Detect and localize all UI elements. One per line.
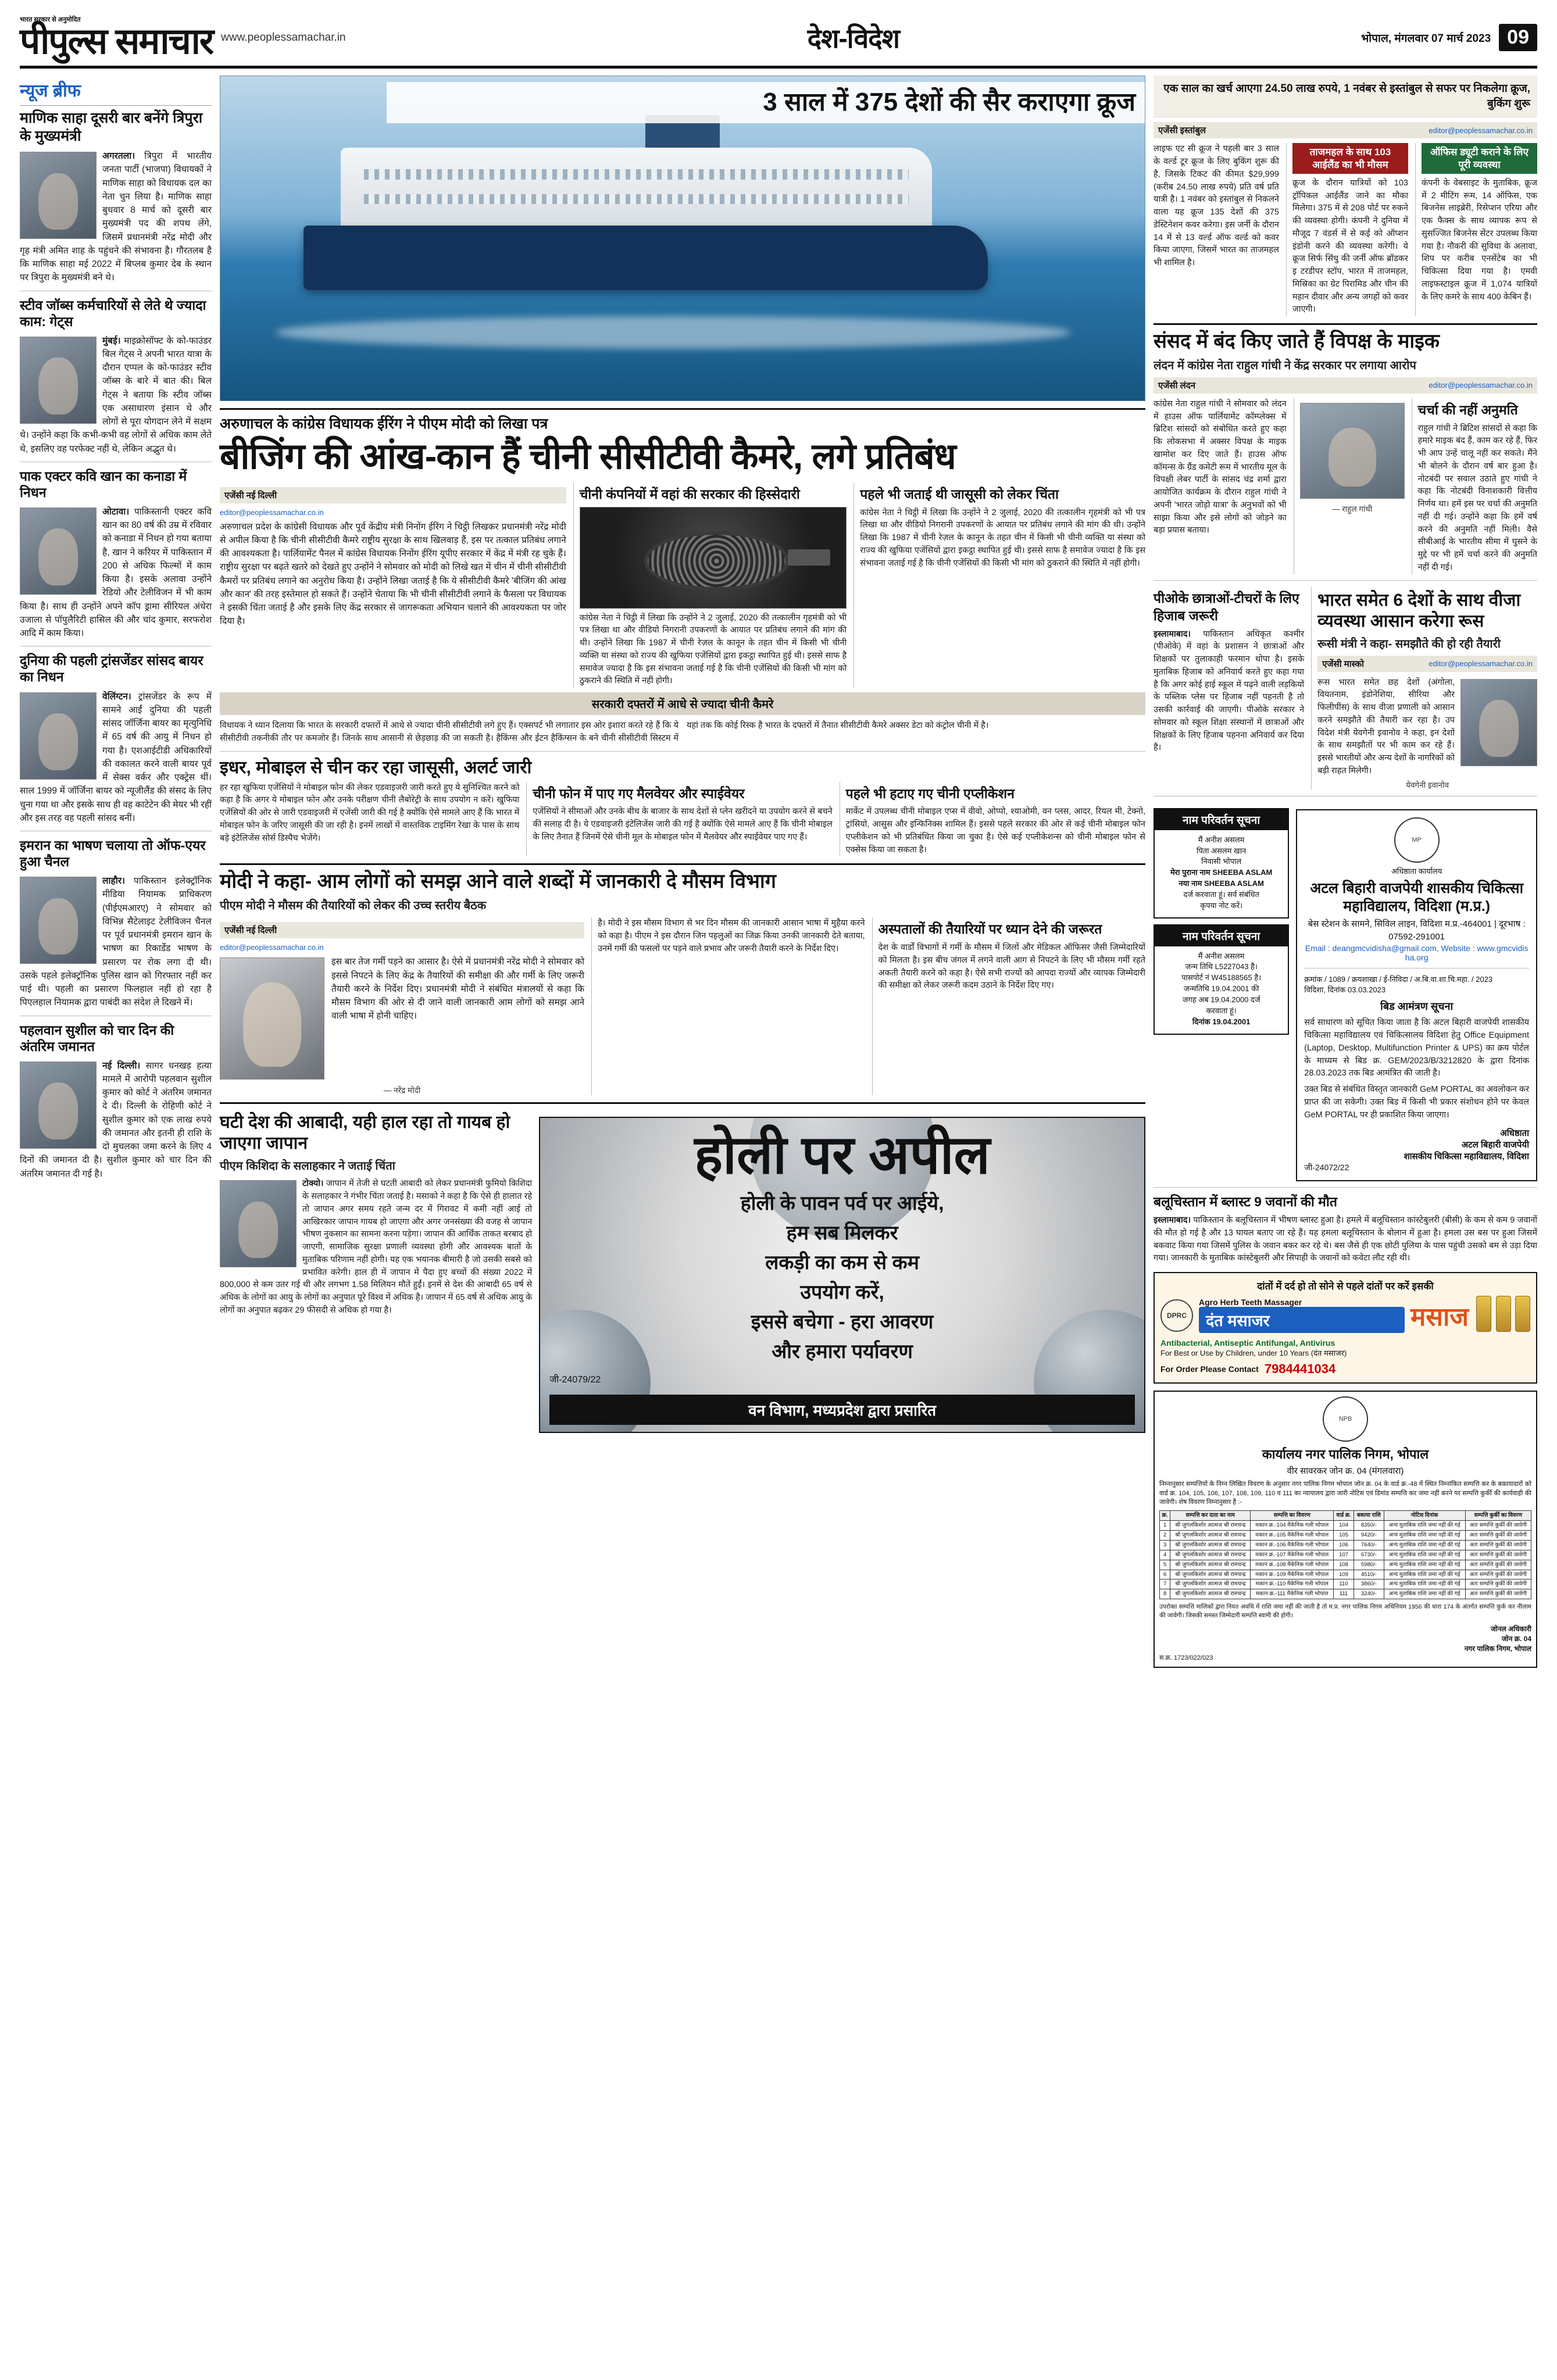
table-cell: अन्य मुताबिक राशि जमा नहीं की गई xyxy=(1384,1560,1465,1570)
table-cell: श्री जुगलकिशोर आत्मज श्री रामचन्द्र xyxy=(1170,1589,1251,1599)
beijing-sub1-title: चीनी कंपनियों में वहां की सरकार की हिस्सेदारी xyxy=(579,486,800,502)
tube-product-icon xyxy=(1476,1296,1491,1332)
editor-email[interactable]: editor@peoplessamachar.co.in xyxy=(1429,126,1533,135)
col-header: क्र. xyxy=(1160,1511,1170,1521)
table-cell: अतः सम्पत्ति कुर्की की जावेगी xyxy=(1465,1531,1531,1541)
ship-wake xyxy=(276,316,1070,349)
dateline: अगरतला। xyxy=(102,151,135,161)
holi-ad-line-4: उपयोग करें, xyxy=(800,1281,884,1304)
beijing-lead: अरुणाचल प्रदेश के कांग्रेसी विधायक और पूर्व केंद्रीय मंत्री निनोंग ईरिंग ने चिट्ठी लिखकर प्रधानमंत्री नरेंद्र मोदी से अपील किया है कि चीनी सीसीटीवी कैमरे राष्ट्रीय सुरक्षा के साथ खिलवाड़ हैं, इस पर तत्काल प्रतिबंध लगाने की आवश्यकता है। पार्लियामेंट पैनल में कांग्रेस विधायक निनोंग ईरिंग यूपीए सरकार में केंद्र में मंत्री रह चुके हैं। राष्ट्रीय सुरक्षा पर बढ़ते खतरे को देखते हुए उन्होंने ने सोमवार को मोदी को लिखे खत में चीन में चीनी सीसीटीवी कैमरों पर प्रतिबंध लगाने का अनुरोध किया है। उन्होंने लिखा जताई है कि ये सीसीटीवी कैमरे 'बीजिंग की आंख और कान' की तरह इस्तेमाल हो सकते हैं। उन्होंने चेताया कि भी चीनी सीसीटीवी लगाने के फैसला पर विधायक ने इसकी चिंता जताई है और इसके लिए केंद्र सरकार से जागरूकता अभियान चलाने की आवश्यकता पर जोर दिया है। xyxy=(220,521,566,627)
nagar-palika-footer: उपरोक्त सम्पत्ति मालिकों द्वारा नियत अवधि में राशि जमा नहीं की जाती है तो म.प्र. नगर पालिक निगम अधिनियम 1956 की धारा 174 के अंतर्गत सम्पत्ति कुर्क कर नीलाम की जावेगी। जिसकी समस्त जिम्मेदारी सम्पत्ति स्वामी की होगी। xyxy=(1159,1603,1531,1619)
col-header: बकाया राशि xyxy=(1354,1511,1384,1521)
cruise-subhead: एक साल का खर्च आएगा 24.50 लाख रुपये, 1 नवंबर से इस्तांबुल से सफर पर निकलेगा क्रूज, बुकिंग शुरू xyxy=(1154,76,1537,117)
table-cell: 9420/- xyxy=(1354,1531,1384,1541)
ivanov-photo xyxy=(1460,679,1537,766)
section-title: देश-विदेश xyxy=(807,23,899,53)
logo-tagline: भारत सरकार से अनुमोदित xyxy=(20,16,81,23)
japan-headline: घटी देश की आबादी, यही हाल रहा तो गायब हो जाएगा जापान xyxy=(220,1113,510,1153)
brief-item-1 xyxy=(20,109,212,285)
cruise-box2-title: ऑफिस ड्यूटी कराने के लिए पूरी व्यवस्था xyxy=(1422,143,1537,174)
portrait-photo xyxy=(20,508,97,595)
table-row xyxy=(1160,1521,1531,1531)
modi-col3-title: अस्पतालों की तैयारियों पर ध्यान देने की जरूरत xyxy=(878,921,1102,937)
beijing-sub5-body: मार्केट में उपलब्ध चीनी मोबाइल एप्स में वीवो, ओप्पो, श्याओमी, वन प्लस, आदर, रियल मी, टेक्नो, ट्रांसियो, आसुस और इन्फिनिक्स शामिल हैं। इससे पहले सरकार की ओर से कई चीनी मोबाइल फोन एप्लीकेशन को भी प्रतिबंधित किया जा चुका है। ऐसे कई एप्लीकेशन्स को चीनी मोबाइल फोन से एक्सेस किया जा सकता है। xyxy=(845,807,1145,855)
table-cell: अन्य मुताबिक राशि जमा नहीं की गई xyxy=(1384,1550,1465,1560)
nagar-palika-intro: निम्नानुसार सम्पत्तियों के निम्न लिखित विवरण के अनुसार नगर पालिक निगम भोपाल जोन क्र. 04 के वार्ड क्र.-48 में स्थित निम्नांकित सम्पत्ति कर के बकायादारों को वार्ड क्र. 104, 105, 106, 107, 108, 109, 110 व 111 का न्यायालय द्वारा जारी नोटिस एवं डिमांड सम्पत्ति कर जमा नहीं करने पर सम्पत्ति कुर्की की कार्यवाही की जावेगी। शेष विवरण निम्नानुसार है :- xyxy=(1159,1481,1531,1506)
dateline: मुंबई। xyxy=(102,335,121,346)
holi-ad-footer: वन विभाग, मध्यप्रदेश द्वारा प्रसारित xyxy=(549,1395,1135,1425)
nagar-palika-sign2: जोन क्र. 04 xyxy=(1501,1634,1531,1643)
hijab-russia-row xyxy=(1154,587,1537,790)
col-header: सम्पत्ति कुर्की का विवरण xyxy=(1465,1511,1531,1521)
table-cell: अन्य मुताबिक राशि जमा नहीं की गई xyxy=(1384,1589,1465,1599)
beijing-sub4-title: चीनी फोन में पाए गए मैलवेयर और स्पाईवेयर xyxy=(533,785,745,801)
russia-body: रूस भारत समेत छह देशों (अंगोला, वियतनाम, इंडोनेशिया, सीरिया और फिलीपींस) के साथ वीजा प्रणाली को आसान करने समझौते की तैयारी कर रहा है। उप विदेश मंत्री येवगेनी इवानोव ने कहा, इन देशों के साथ समझौतों पर भी काम कर रहे हैं। इससे भारतीयों और अन्य देशों के नागरिकों को बड़ी राहत मिलेगी। xyxy=(1317,677,1455,776)
table-cell: श्री जुगलकिशोर आत्मज श्री रामचन्द्र xyxy=(1170,1550,1251,1560)
table-cell: 106 xyxy=(1334,1540,1354,1550)
ivanov-caption: येवगेनी इवानोव xyxy=(1406,780,1449,789)
massager-ad-benefit: Antibacterial, Antiseptic Antifungal, Antivirus xyxy=(1160,1338,1335,1348)
college-ad-code: जी-24072/22 xyxy=(1304,1163,1349,1173)
russia-strap: रूसी मंत्री ने कहा- समझौते की हो रही तैयारी xyxy=(1317,637,1501,651)
dateline-place: मास्को xyxy=(1344,659,1364,669)
brief-body: सागर धनखड़ हत्या मामले में आरोपी पहलवान सुशील कुमार को कोर्ट ने अंतरिम जमानत दे दी। दिल्ली के रोहिणी कोर्ट ने सुशील कुमार को एक लाख रुपये की जमानत और इतनी ही राशि के दो मुचलका जमा करने के लिए 4 दिनों की जमानत दी है। सुशील कुमार को चार दिन की अंतरिम जमानत दी गई है। xyxy=(20,1060,212,1179)
middle-column xyxy=(220,76,1145,1668)
holi-advert xyxy=(539,1109,1145,1433)
beijing-story xyxy=(220,414,1145,856)
table-cell: अन्य मुताबिक राशि जमा नहीं की गई xyxy=(1384,1570,1465,1579)
table-cell: श्री जुगलकिशोर आत्मज श्री रामचन्द्र xyxy=(1170,1521,1251,1531)
table-cell: 6 xyxy=(1160,1570,1170,1579)
table-cell: श्री जुगलकिशोर आत्मज श्री रामचन्द्र xyxy=(1170,1570,1251,1579)
table-cell: मकान क्र.-111 मैकेनिक गली भोपाल xyxy=(1251,1589,1334,1599)
table-cell: अतः सम्पत्ति कुर्की की जावेगी xyxy=(1465,1550,1531,1560)
brief-item-2 xyxy=(20,297,212,456)
table-cell: अन्य मुताबिक राशि जमा नहीं की गई xyxy=(1384,1531,1465,1541)
table-cell: 108 xyxy=(1334,1560,1354,1570)
municipal-seal-icon: NPB xyxy=(1323,1396,1368,1442)
dateline-place: इस्तांबुल xyxy=(1180,126,1206,136)
table-cell: 1 xyxy=(1160,1521,1170,1531)
portrait-photo xyxy=(20,152,97,239)
table-cell: श्री जुगलकिशोर आत्मज श्री रामचन्द्र xyxy=(1170,1560,1251,1570)
portrait-photo xyxy=(20,692,97,780)
modi-col3-body: देश के वार्डों विभागों में गर्मी के मौसम में जिलों और मेडिकल ऑफिसर जैसी जिम्मेदारियों को मिलता है। इस बीच जंगल में लगने वाली आग से निपटने के लिए भी मौसम गर्मी रहते अकती तैयारी करने को कहा है। ऐसे सभी राज्यों को आपदा राज्यों और व्यापक जिम्मेदारी की समीक्षा को लेकर जरूरी कदम उठाने के निर्देश दिए गए। xyxy=(878,943,1145,991)
hijab-headline: पीओके छात्राओं-टीचरों के लिए हिजाब जरूरी xyxy=(1154,590,1299,623)
brief-item-3 xyxy=(20,468,212,641)
holi-ad-title: होली पर अपील xyxy=(694,1125,990,1185)
rahul-gandhi-photo xyxy=(1300,403,1405,499)
notice-line: पिता असलम खान xyxy=(1197,846,1247,855)
dateline-place: लंदन xyxy=(1180,380,1196,391)
notice-line: नया नाम SHEEBA ASLAM xyxy=(1179,879,1265,888)
beijing-col-1 xyxy=(220,483,566,688)
dateline-place: नई दिल्ली xyxy=(246,490,277,501)
brief-body: ट्रांसजेंडर के रूप में सामने आईं दुनिया की पहली सांसद जॉर्जिना बायर का मृत्युनिधि में 65 वर्ष की आयु में निधन हो गया है। एशआईटीडी अधिकारियों की वकालत करने वाली बायर पूर्व में सेक्स वर्कर और एक्ट्रेस थीं। साल 1999 में जॉर्जिना बायर को न्यूजीलैंड की संसद के लिए चुना गया था और इसके साथ ही वह काटेटेन की मेयर भी रहीं और इस तरह वह पहली सांसद बनीं। xyxy=(20,691,212,823)
nagar-palika-sub: वीर सावरकर जोन क्र. 04 (मंगलवारा) xyxy=(1287,1466,1404,1477)
byline xyxy=(1317,656,1537,672)
cruise-ship-photo xyxy=(220,76,1145,401)
table-cell: अतः सम्पत्ति कुर्की की जावेगी xyxy=(1465,1540,1531,1550)
logo-text: पीपुल्स समाचार xyxy=(20,22,213,62)
table-cell: 4510/- xyxy=(1354,1570,1384,1579)
name-change-notice-2 xyxy=(1154,924,1289,1035)
agency-name: एजेंसी xyxy=(224,490,244,501)
holi-ad-line-3: लकड़ी का कम से कम xyxy=(765,1252,919,1274)
beijing-sub3-body: हर रहा खुफिया एजेंसियों ने मोबाइल फोन की लेकर एडवाइजरी जारी करते हुए ये सुनिश्चित करने को कहा है कि अगर ये मोबाइल फोन और उनके परीक्षण चीनी लैबोरेट्री के साथ उपयोग न करें। खुफिया एजेंसियों की ओर से जारी एडवाइजरी में एजेंसी जारी की गई है क्योंकि ऐसे मामले आए हैं कि भारत में मोबाइल फोन के जरिए जासूसी की जा रही है। इनमें लाखों में वास्तविक टाइमिंग रेखा के पास के साथ बड़े इंटेलिजेंस सोर्स डिस्पैच भेजेंगे। xyxy=(220,782,520,843)
brief-headline: माणिक साहा दूसरी बार बनेंगे त्रिपुरा के मुख्यमंत्री xyxy=(20,110,203,144)
property-tax-table xyxy=(1159,1510,1531,1599)
portrait-photo xyxy=(20,877,97,964)
beijing-sub5-title: पहले भी हटाए गए चीनी एप्लीकेशन xyxy=(845,785,1015,801)
brief-body: पाकिस्तान इलेक्ट्रॉनिक मीडिया नियामक प्राधिकरण (पीईएमआरए) ने सोमवार को विभिन्न सैटेलाइट टेलीविजन चैनल पर पूर्व प्रधानमंत्री इमरान खान के भाषण का रिकार्डेड भाषण के प्रसारण पर रोक लगा दी थी। उसके पहले इलेक्ट्रॉनिक पुलिस खान को गिरफ्तार नहीं कर पाई थी। पहली का प्रसारण फिलहाल नहीं हो रहा है पिएलहाल नियामक द्वारा पाबंदी का संदेश ले दिखने में। xyxy=(20,876,212,1008)
table-cell: 4 xyxy=(1160,1550,1170,1560)
notice-line: पासपोर्ट नं W45188565 है। xyxy=(1181,973,1262,982)
table-row xyxy=(1160,1540,1531,1550)
holi-ad-code: जी-24079/22 xyxy=(549,1375,601,1385)
right-column xyxy=(1154,76,1537,1668)
russia-visa-story xyxy=(1311,587,1537,790)
table-cell: 3240/- xyxy=(1354,1589,1384,1599)
table-cell: 107 xyxy=(1334,1550,1354,1560)
cruise-photo-package xyxy=(220,76,1145,401)
notice-line: मेरा पुराना नाम SHEEBA ASLAM xyxy=(1170,868,1273,877)
byline xyxy=(1154,122,1537,138)
notice-line: जन्मतिथि 19.04.2001 की xyxy=(1183,984,1259,994)
table-cell: 109 xyxy=(1334,1570,1354,1579)
brief-item-5 xyxy=(20,837,212,1010)
notice-line: करवाता हूं। xyxy=(1206,1006,1237,1015)
nagar-palika-sign3: नगर पालिक निगम, भोपाल xyxy=(1464,1644,1531,1653)
college-ad-body: सर्व साधारण को सूचित किया जाता है कि अटल बिहारी वाजपेयी शासकीय चिकित्सा महाविद्यालय एवं चिकित्सालय विदिशा हेतु Office Equipment (Laptop, Desktop, Multifunction Printer & UPS) का क्रय पोर्टल के माध्यम से बिड क्र. GEM/2023/B/3212820 के द्वारा दिनांक 28.03.2023 तक बिड आमंत्रित की जाती है। xyxy=(1304,1018,1529,1078)
cruise-box1-body: क्रूज के दौरान यात्रियों को 103 ट्रॉपिकल आईलैंड जाने का मौका मिलेगा। 375 में से 208 पोर्ट पर रुकने की व्यवस्था होगी। कंपनी ने दुनिया में मौजूद 7 वंडर्स में से कई को ऑप्शन इंडोनी करने की व्यवस्था करेगी। ये क्रूज सिर्फ सिंधु की जर्नी ऑफ ब्रॉडकर इ टरडीपर स्टॉप, भारत में ताजमहल, मिस्रिका का ग्रेट पिरामिड और चीन की महान दीवार और अन्य जगहों को कवर जाएगी। xyxy=(1292,178,1408,315)
brief-body: त्रिपुरा में भारतीय जनता पार्टी (भाजपा) विधायकों ने माणिक साहा को विधायक दल का नेता चुन लिया है। माणिक साहा बुधवार 8 मार्च को दूसरी बार मुख्यमंत्री पद की शपथ लेंगे, जिसमें प्रधानमंत्री नरेंद्र मोदी और गृह मंत्री अमित शाह के पहुंचने की संभावना है। गौरतलब है कि माणिक साहा मई 2022 में बिप्लब कुमार देब के स्थान पर त्रिपुरा के मुख्यमंत्री बने थे। xyxy=(20,151,212,283)
massager-ad-phone[interactable]: 7984441034 xyxy=(1264,1361,1336,1377)
beijing-lower-col-1 xyxy=(220,782,519,857)
table-cell: 110 xyxy=(1334,1579,1354,1589)
govt-seal-icon: MP xyxy=(1394,817,1440,863)
parliament-box-heading: चर्चा की नहीं अनुमति xyxy=(1417,402,1518,417)
table-cell: मकान क्र.-105 मैकेनिक गली भोपाल xyxy=(1251,1531,1334,1541)
notice-title: नाम परिवर्तन सूचना xyxy=(1155,809,1288,830)
left-column xyxy=(20,76,212,1668)
portrait-photo xyxy=(20,1062,97,1149)
cruise-text-row xyxy=(1154,143,1537,316)
notices-col xyxy=(1154,802,1289,1182)
cruise-col-3 xyxy=(1415,143,1537,316)
modi-body-row xyxy=(220,917,1145,1095)
notice-line: निवासी भोपाल xyxy=(1201,857,1242,866)
beijing-kicker: अरुणाचल के कांग्रेस विधायक ईरिंग ने पीएम मोदी को लिखा पत्र xyxy=(220,416,548,432)
holi-ad-line-5: इससे बचेगा - हरा आवरण xyxy=(751,1311,934,1334)
hijab-story xyxy=(1154,587,1304,790)
table-cell: श्री जुगलकिशोर आत्मज श्री रामचन्द्र xyxy=(1170,1579,1251,1589)
section-title-wrap xyxy=(346,20,1361,56)
table-cell: 105 xyxy=(1334,1531,1354,1541)
notice-line: दिनांक 19.04.2001 xyxy=(1192,1017,1251,1026)
table-cell: मकान क्र.-109 मैकेनिक गली भोपाल xyxy=(1251,1570,1334,1579)
massager-ad-top-line: दांतों में दर्द हो तो सोने से पहले दांतों पर करें इसकी xyxy=(1257,1281,1434,1292)
nagar-palika-title: कार्यालय नगर पालिक निगम, भोपाल xyxy=(1262,1447,1429,1462)
table-cell: 8 xyxy=(1160,1589,1170,1599)
table-cell: 3 xyxy=(1160,1540,1170,1550)
name-change-notice-1 xyxy=(1154,808,1289,919)
modi-col-1 xyxy=(220,917,584,1095)
dprc-badge-icon: DPRC xyxy=(1160,1299,1193,1332)
college-ad-line1: अधिष्ठाता कार्यालय xyxy=(1391,866,1442,875)
table-cell: 111 xyxy=(1334,1589,1354,1599)
table-cell: अतः सम्पत्ति कुर्की की जावेगी xyxy=(1465,1570,1531,1579)
cctv-camera-photo xyxy=(580,507,847,609)
modi-col-2 xyxy=(591,917,865,1095)
modi-strap: पीएम मोदी ने मौसम की तैयारियों को लेकर की उच्च स्तरीय बैठक xyxy=(220,899,487,913)
website-url[interactable]: www.peoplessamachar.in xyxy=(221,31,346,44)
page-columns xyxy=(20,76,1537,1668)
parliament-col-2 xyxy=(1294,398,1405,574)
college-ad-title: अटल बिहारी वाजपेयी शासकीय चिकित्सा महाविद्यालय, विदिशा (म.प्र.) xyxy=(1310,880,1524,914)
dateline: वेलिंग्टन। xyxy=(102,691,131,702)
parliament-col-1 xyxy=(1154,398,1287,574)
balochistan-story xyxy=(1154,1193,1537,1265)
beijing-strip-title: सरकारी दफ्तरों में आधे से ज्यादा चीनी कैमरे xyxy=(220,692,1145,715)
table-cell: मकान क्र.-104 मैकेनिक गली भोपाल xyxy=(1251,1521,1334,1531)
kishida-photo xyxy=(220,1180,297,1267)
parliament-body: कांग्रेस नेता राहुल गांधी ने सोमवार को लंदन में हाउस ऑफ पार्लियामेंट कॉम्प्लेक्स में ब्रिटिश सांसदों को संबोधित करते हुए कहा कि लोकसभा में अक्सर विपक्ष के माइक खामोश कर दिए जाते हैं। हाउस ऑफ कॉमन्स के ग्रैंड कमेटी रूम में भारतीय मूल के विपक्षी लेबर पार्टी के सांसद चंद्र शर्मा द्वारा आयोजित कार्यक्रम के दौरान राहुल गांधी ने अपनी 'भारत जोड़ो यात्रा' के अनुभवों को भी साझा किया और इसे लोगों को जोड़ने का बड़ा प्रयास बताया। xyxy=(1154,399,1287,535)
dateline: इस्लामाबाद। xyxy=(1154,629,1191,639)
modi-photo xyxy=(220,957,324,1080)
table-cell: अतः सम्पत्ति कुर्की की जावेगी xyxy=(1465,1560,1531,1570)
college-ad-place-date: विदिशा, दिनांक 03.03.2023 xyxy=(1304,985,1386,995)
nagar-palika-code: स.क्र. 1723/022/023 xyxy=(1159,1654,1213,1661)
college-ad-body2: उक्त बिड से संबंधित विस्तृत जानकारी GeM PORTAL का अवलोकन कर प्राप्त की जा सकेगी। उक्त बिड में किसी भी प्रकार संशोधन होने पर केवल GeM PORTAL पर ही प्रकाशित किया जाएगा। xyxy=(1304,1085,1529,1120)
table-row xyxy=(1160,1531,1531,1541)
table-cell: अन्य मुताबिक राशि जमा नहीं की गई xyxy=(1384,1540,1465,1550)
cruise-box1-title: ताजमहल के साथ 103 आईलैंड का भी मौसम xyxy=(1292,143,1408,174)
notice-line: मैं अनीश असलम xyxy=(1198,835,1245,844)
brief-item-6 xyxy=(20,1022,212,1181)
ship-hull xyxy=(303,226,988,291)
cruise-col-2 xyxy=(1286,143,1408,316)
dateline: इस्लामाबाद। xyxy=(1154,1216,1191,1225)
col-header: सम्पत्ति कर दाता का नाम xyxy=(1170,1511,1251,1521)
brief-headline: इमरान का भाषण चलाया तो ऑफ-एयर हुआ चैनल xyxy=(20,838,206,870)
beijing-sub4-body: एजेंसियों ने सीमाओं और उनके बीच के बाजार के साथ देशों से प्लेन खरीदने या उपयोग करने से बचने की सलाह दी है। ये एडवाइजरी इंटेलिजेंस जारी की गई है क्योंकि ऐसे मामले आए हैं कि चीनी मोबाइल के लिए तैनात हैं जिनमें ऐसे चीनी मूल के मोबाइल फोन में मैलवेयर और स्पाईवेयर पाए गए हैं। xyxy=(533,807,833,842)
tube-product-icon xyxy=(1496,1296,1511,1332)
japan-strap: पीएम किशिदा के सलाहकार ने जताई चिंता xyxy=(220,1160,395,1173)
notice-title: नाम परिवर्तन सूचना xyxy=(1155,925,1288,946)
agency-name: एजेंसी xyxy=(224,925,244,936)
editor-email[interactable]: editor@peoplessamachar.co.in xyxy=(220,943,324,952)
table-cell: अतः सम्पत्ति कुर्की की जावेगी xyxy=(1465,1589,1531,1599)
parliament-strap: लंदन में कांग्रेस नेता राहुल गांधी ने केंद्र सरकार पर लगाया आरोप xyxy=(1154,359,1416,372)
table-cell: 5 xyxy=(1160,1560,1170,1570)
russia-headline: भारत समेत 6 देशों के साथ वीजा व्यवस्था आसान करेगा रूस xyxy=(1317,590,1521,631)
notice-line: दर्ज करवाता हूं। सर्व संबंधित xyxy=(1183,889,1259,899)
table-cell: अतः सम्पत्ति कुर्की की जावेगी xyxy=(1465,1521,1531,1531)
dateline-place: नई दिल्ली xyxy=(246,925,277,936)
table-row xyxy=(1160,1589,1531,1599)
hijab-body: पाकिस्तान अधिकृत कश्मीर (पीओके) में वहां के प्रशासन ने छात्राओं और शिक्षकों पर तुलाकाही फरमान थोपा है। इसके मुताबिक हिजाब को अनिवार्य करते हुए कहा गया है कि अगर कोई हाई स्कूल में पढ़ने वाली लड़कियों के पब्लिक प्लेस पर हिजाब नहीं पहनती है तो उसकी कार्रवाई की जाएगी। पीओके सरकार ने सोमवार को स्कूल शिक्षा संस्थानों में छात्राओं और शिक्षकों के लिए हिजाब पहनना अनिवार्य कर दिया है। xyxy=(1154,629,1305,753)
table-row xyxy=(1160,1570,1531,1579)
col-header: वार्ड क्र. xyxy=(1334,1511,1354,1521)
table-header-row xyxy=(1160,1511,1531,1521)
ship-superstructure xyxy=(341,148,933,232)
agency-name: एजेंसी xyxy=(1322,659,1342,669)
japan-holi-row xyxy=(220,1109,1145,1433)
table-cell: 2 xyxy=(1160,1531,1170,1541)
table-cell: 6730/- xyxy=(1354,1550,1384,1560)
dateline: टोक्यो। xyxy=(302,1179,324,1189)
massager-ad-title: मसाज xyxy=(1410,1302,1469,1331)
masthead-right xyxy=(1361,24,1537,51)
table-cell: श्री जुगलकिशोर आत्मज श्री रामचन्द्र xyxy=(1170,1531,1251,1541)
balochistan-body: पाकिस्तान के बलूचिस्तान में भीषण ब्लास्ट हुआ है। हमले में बलूचिस्तान कांस्टेबुलरी (बीसी) के कम से कम 9 जवानों की मौत हो गई है और 13 घायल बताए जा रहे हैं। यह हमला बलूचिस्तान के बोलान में हुआ है। हमला उस बस पर हुआ जिसमें बकवाट किया गया जिसमें पुलिस के जवान बकर कर रहे थे। बस जैसे ही एक छोटी पुलिया के पास पहुंची उसको बम से उड़ा दिया गया। जानकारी के मुताबिक कांस्टेबुलरी और सिपाही के जवानों को कवेटा लौट रही थी। xyxy=(1154,1216,1537,1263)
dateline: नई दिल्ली। xyxy=(102,1060,141,1071)
editor-email[interactable]: editor@peoplessamachar.co.in xyxy=(1429,659,1533,669)
modi-col2-body: है। मोदी ने इस मौसम विभाग से भर दिन मौसम की जानकारी आसान भाषा में मुहैया करने को कहा है। पीएम ने इस दौरान जिन पहलुओं का जिक्र किया उनकी जानकारी देते बताया, उनमें गर्मी की फसलों पर पड़ने वाले प्रभाव और जरूरी तैयारी करने के निर्देश दिए। xyxy=(598,919,865,953)
nagar-palika-ad xyxy=(1154,1391,1537,1667)
college-ad-email[interactable]: Email : deangmcvidisha@gmail.com, Website : www.gmcvidisha.org xyxy=(1305,943,1529,962)
beijing-lower-col-2 xyxy=(526,782,832,857)
agency-name: एजेंसी xyxy=(1158,380,1178,391)
brief-headline: पहलवान सुशील को चार दिन की अंतरिम जमानत xyxy=(20,1022,174,1054)
beijing-strip-body: विधायक ने ध्यान दिलाया कि भारत के सरकारी दफ्तरों में आधे से ज्यादा चीनी सीसीटीवी लगे हुए हैं। एक्सपर्ट भी लगातार इस ओर इशारा करते रहे हैं कि ये सीसीटीवी तकनीकी तौर पर कमजोर हैं। जिनके साथ आसानी से छेड़छाड़ की जा सकती है। हैकिंग्स और ईटन हैकिंग्सन के बने चीनी सीसीटीवी सिस्टम में यहां तक कि कोई रिस्क है भारत के दफ्तरों में तैनात सीसीटीवी कैमरे अक्सर डेटा को कंट्रोल चीनी में है। xyxy=(220,721,989,743)
beijing-col-2 xyxy=(573,483,847,688)
college-tender-ad xyxy=(1296,802,1537,1182)
table-cell: 104 xyxy=(1334,1521,1354,1531)
edition-dateline: भोपाल, मंगलवार 07 मार्च 2023 xyxy=(1360,32,1491,45)
table-cell: 8350/- xyxy=(1354,1521,1384,1531)
brief-headline: पाक एक्टर कवि खान का कनाडा में निधन xyxy=(20,468,187,500)
notice-line: जगह अब 19.04.2000 दर्ज xyxy=(1182,995,1260,1004)
parliament-headline: संसद में बंद किए जाते हैं विपक्ष के माइक xyxy=(1154,330,1440,353)
brief-item-4 xyxy=(20,652,212,825)
portrait-photo xyxy=(20,337,97,424)
cruise-col-1 xyxy=(1154,143,1279,316)
table-cell: मकान क्र.-108 मैकेनिक गली भोपाल xyxy=(1251,1560,1334,1570)
page-number: 09 xyxy=(1499,24,1537,51)
modi-headline: मोदी ने कहा- आम लोगों को समझ आने वाले शब्दों में जानकारी दे मौसम विभाग xyxy=(220,870,776,893)
table-cell: अन्य मुताबिक राशि जमा नहीं की गई xyxy=(1384,1521,1465,1531)
table-cell: श्री जुगलकिशोर आत्मज श्री रामचन्द्र xyxy=(1170,1540,1251,1550)
modi-photo-caption: — नरेंद्र मोदी xyxy=(383,1086,421,1095)
newspaper-logo xyxy=(20,15,213,60)
modi-body: इस बार तेज गर्मी पड़ने का आसार है। ऐसे में प्रधानमंत्री नरेंद्र मोदी ने सोमवार को इससे निपटने के लिए केंद्र के तैयारियों की समीक्षा की और गर्मी के लिए जरूरी तैयारी करने के निर्देश दिए। प्रधानमंत्री मोदी ने संबंधित मंत्रालयों से कहा कि मौसम विभाग की ओर से दी जाने वाली जानकारी आम लोगों को समझ आने वाली भाषा में होनी चाहिए। xyxy=(331,957,585,1021)
cruise-headline: 3 साल में 375 देशों की सैर कराएगा क्रूज xyxy=(763,88,1135,116)
cruise-headline-overlay xyxy=(387,82,1145,123)
editor-email[interactable]: editor@peoplessamachar.co.in xyxy=(220,508,324,517)
brief-headline: दुनिया की पहली ट्रांसजेंडर सांसद बायर का निधन xyxy=(20,653,203,685)
table-cell: 7640/- xyxy=(1354,1540,1384,1550)
parliament-col-3 xyxy=(1412,398,1537,574)
massager-ad-tagline: For Best or Use by Children, under 10 Years (दंत मसाजर) xyxy=(1160,1349,1347,1358)
college-ad-signer: अधिष्ठाता xyxy=(1500,1128,1529,1139)
beijing-lower-col-3 xyxy=(840,782,1145,857)
table-row xyxy=(1160,1550,1531,1560)
byline xyxy=(1154,377,1537,394)
table-cell: 3860/- xyxy=(1354,1579,1384,1589)
dateline: लाहौर। xyxy=(102,876,125,887)
beijing-col-3 xyxy=(854,483,1145,688)
table-cell: अन्य मुताबिक राशि जमा नहीं की गई xyxy=(1384,1579,1465,1589)
byline xyxy=(220,487,566,503)
tube-product-icon xyxy=(1515,1296,1530,1332)
beijing-sub2-body: कांग्रेस नेता ने चिट्ठी में लिखा कि उन्होंने ने 2 जुलाई, 2020 की तत्कालीन गृहमंत्री को भी पत्र लिखा था और वीडियो निगरानी उपकरणों के आयात पर प्रतिबंध लगाने की मांग की थी। उन्होंने लिखा कि 1987 में चीनी रेज़ल के कानून के तहत चीन में किसी भी चीनी व्यक्ति या संस्था को राज्य की खुफिया एजेंसियों द्वारा इकट्ठा स्थापित हुई थी। इससे साफ है समावेज ज्यादा है कि इस संभावना जताई गई है कि चीनी एजेंसियों की किसी भी मांग को ठुकराने की स्थिति में नहीं होगी। xyxy=(860,508,1146,568)
masthead xyxy=(20,15,1537,69)
holi-ad-line-2: हम सब मिलकर xyxy=(786,1222,898,1245)
massager-ad-brand: दंत मसाजर xyxy=(1199,1307,1405,1333)
college-ad-address: बेस स्टेशन के सामने, सिविल लाइन, विदिशा म.प्र.-464001 | दूरभाष : 07592-291001 xyxy=(1308,919,1526,942)
college-ad-ref: क्रमांक / 1089 / क्रयशाखा / ई-निविदा / अ.बि.वा.शा.चि.महा. / 2023 xyxy=(1304,974,1493,984)
brief-headline: स्टीव जॉब्स कर्मचारियों से लेते थे ज्यादा काम: गेट्स xyxy=(20,297,206,329)
notice-line: कृपया नोट करें। xyxy=(1200,900,1243,910)
col-header: नोटिस दिनांक xyxy=(1384,1511,1465,1521)
college-ad-signer2: अटल बिहारी वाजपेयी xyxy=(1461,1140,1529,1150)
beijing-lower-row xyxy=(220,782,1145,857)
notice-line: जन्म तिथि L5227043 है। xyxy=(1185,962,1258,971)
table-cell: मकान क्र.-106 मैकेनिक गली भोपाल xyxy=(1251,1540,1334,1550)
rahul-gandhi-caption: — राहुल गांधी xyxy=(1332,504,1373,513)
table-row xyxy=(1160,1560,1531,1570)
nagar-palika-sign: जोनल अधिकारी xyxy=(1490,1624,1531,1633)
editor-email[interactable]: editor@peoplessamachar.co.in xyxy=(1429,381,1533,390)
beijing-body-row xyxy=(220,483,1145,688)
holi-ad-line-1: होली के पावन पर्व पर आईये, xyxy=(740,1192,944,1215)
cruise-body: लाइफ एट सी क्रूज ने पहली बार 3 साल के वर्ल्ड टूर क्रूज के लिए बुकिंग शुरू की है, जिसके टिकट की कीमत $29,999 (करीब 24.50 लाख रुपये) प्रति वर्ष प्रति यात्री है। 1 नवंबर को इस्तांबुल से निकलने वाला यह क्रूज 135 देशों की 375 डेस्टिनेशन कवर करेगा। इस जर्नी के दौरान 14 में से 13 वर्ल्ड ऑफ वर्ल्ड को कवर किया जाएगा, जिसमें भारत का ताजमहल भी शामिल है। xyxy=(1154,144,1279,268)
news-brief-label: न्यूज ब्रीफ xyxy=(20,81,81,101)
japan-body: जापान में तेजी से घटती आबादी को लेकर प्रधानमंत्री फुमियो किशिदा के सलाहकार ने गंभीर चिंता जताई है। मसाको ने कहा है कि ऐसे ही हालात रहे तो जापान अगर समय रहते जन्म दर में गिरावट में कमी नहीं आई तो आखिरकार जापान गायब हो जाएगा और अगर जनसंख्या की वजह से जापान भीषण नुकसान का सामना करना पड़ेगा। जापान की आर्थिक ताकत बरबाद हो जाएगी, सामाजिक सुरक्षा प्रणाली व्यवस्था होगी और आवश्यक बातों के मुताबिक परिणाम नहीं होगी। यह एक भयानक बीमारी है जो उसकी सबसे को प्रभावित करेगी। हाल ही में जापान में पैदा हुए बच्चों की संख्या 2022 में 800,000 से कम उतर गई थी और लगभग 1.58 मिलियन मौतें हुईं। इनमें से देश की आबादी 65 वर्ष से अधिक के लोगों का आयु के लोगों का अनुपात पूरे विश्व में अधिक है। जापान में 65 वर्ष से अधिक आयु के लोगों का अनुपात बढ़कर 29 फीसदी से अधिक हो गया है। xyxy=(220,1179,533,1315)
col-header: सम्पत्ति का विवरण xyxy=(1251,1511,1334,1521)
agency-name: एजेंसी xyxy=(1158,126,1178,136)
teeth-massager-ad xyxy=(1154,1272,1537,1384)
parliament-story xyxy=(1154,330,1537,574)
holi-ad-line-6: और हमारा पर्यावरण xyxy=(772,1341,913,1363)
table-row xyxy=(1160,1579,1531,1589)
parliament-box-body: राहुल गांधी ने ब्रिटिश सांसदों से कहा कि हमारे माइक बंद हैं, काम कर रहे हैं, फिर भी आप उन्हें चालू नहीं कर सकते। मैंने भी बोलने के दौरान वर्ष बार हुआ है। नोटबंदी पर सवाल उठाते हुए गांधी ने कहा कि नोटबंदी विनाशकारी वित्तीय निर्णय था। हमें इस पर चर्चा की अनुमति नहीं दी गई। उन्होंने कहा कि हमें वर्ष करने की अनुमति नहीं मिली। वैसे सीबीआई के भारतीय सीमा में घुसने के मुद्दे पर भी हमें चर्चा करने की अनुमति नहीं दी गई। xyxy=(1417,423,1537,572)
balochistan-headline: बलूचिस्तान में ब्लास्ट 9 जवानों की मौत xyxy=(1154,1194,1338,1210)
modi-weather-story xyxy=(220,870,1145,1095)
parliament-row xyxy=(1154,398,1537,574)
table-cell: अतः सम्पत्ति कुर्की की जावेगी xyxy=(1465,1579,1531,1589)
cruise-box2-body: कंपनी के वेबसाइट के मुताबिक, क्रूज में 2 मीटिंग रूम, 14 ऑफिस, एक बिजनेस लाइब्रेरी, रिसेप्शन एरिया और एक फैक्स के साथ व्यापक रूप से सुसज्जित बिजनेस सेंटर उपलब्ध किया गया है। नौकरी की सुविधा के अलावा, शिप पर करीब एनसेंटेब का भी चिकित्सा दिया गया है। एमवी लाइफस्टाइल क्रूज में 1,074 यात्रियों के लिए कमरे के साथ 400 केबिन हैं। xyxy=(1421,178,1537,302)
beijing-sub2-title: पहले भी जताई थी जासूसी को लेकर चिंता xyxy=(860,486,1059,502)
college-ad-subtitle: बिड आमंत्रण सूचना xyxy=(1380,1000,1454,1013)
beijing-headline: बीजिंग की आंख-कान हैं चीनी सीसीटीवी कैमरे, लगे प्रतिबंध xyxy=(220,436,956,477)
table-cell: मकान क्र.-110 मैकेनिक गली भोपाल xyxy=(1251,1579,1334,1589)
table-cell: 5980/- xyxy=(1354,1560,1384,1570)
japan-story xyxy=(220,1109,532,1433)
table-cell: 7 xyxy=(1160,1579,1170,1589)
college-ad-signer3: शासकीय चिकित्सा महाविद्यालय, विदिशा xyxy=(1404,1152,1529,1162)
brief-body: पाकिस्तानी एक्टर कवि खान का 80 वर्ष की उम्र में रविवार को कनाडा में निधन हो गया बताया है, खान ने करियर में पाकिस्तान में 200 से अधिक फिल्मों में काम किया है। इसके अलावा उन्होंने रेडियो और टेलीविजन में भी काम किया है। साथ ही उन्होंने अपने कॉप ड्रामा सीरियल अंधेरा उजाला से पॉपुलैरिटी हासिल की और चांद कुमार, सरफरोश आदि में काम किया। xyxy=(20,506,212,639)
massager-ad-order-label: For Order Please Contact xyxy=(1160,1364,1259,1374)
byline xyxy=(220,922,584,938)
modi-col-3 xyxy=(872,917,1145,1095)
beijing-sub3-title: इधर, मोबाइल से चीन कर रहा जासूसी, अलर्ट जारी xyxy=(220,757,532,777)
dateline: ओटावा। xyxy=(102,506,130,517)
massager-ad-brand-sub: Agro Herb Teeth Massager xyxy=(1199,1298,1302,1307)
table-cell: मकान क्र.-107 मैकेनिक गली भोपाल xyxy=(1251,1550,1334,1560)
notice-line: मैं अनीश असलम xyxy=(1198,951,1245,960)
brief-body: माइक्रोसॉफ्ट के को-फाउंडर बिल गेट्स ने अपनी भारत यात्रा के दौरान एप्पल के को-फाउंडर स्टीव जॉब्स के बारे में बात की। बिल गेट्स ने बताया कि स्टीव जॉब्स एक असाधारण इंसान थे और लोगों से पूरा योगदान लेने में सक्षम थे। उन्होंने कहा कि कभी-कभी वह लोगों से अधिक काम लेते थे, इसलिए वह परफेक्ट नहीं थे, लेकिन अद्भुत थे। xyxy=(20,335,212,454)
beijing-sub1-body: कांग्रेस नेता ने चिट्ठी में लिखा कि उन्होंने ने 2 जुलाई, 2020 की तत्कालीन गृहमंत्री को भी पत्र लिखा था और वीडियो निगरानी उपकरणों के आयात पर प्रतिबंध लगाने की मांग की थी। उन्होंने लिखा कि 1987 में चीनी रेज़ल के कानून के तहत चीन में किसी भी चीनी व्यक्ति या संस्था को राज्य की खुफिया एजेंसियों द्वारा इकट्ठा स्थापित हुई थी। इससे साफ है समावेज ज्यादा है कि इस संभावना जताई गई है कि चीनी एजेंसियों की किसी भी मांग को ठुकराने की स्थिति में नहीं होगी। xyxy=(579,613,847,686)
notices-row xyxy=(1154,802,1537,1182)
